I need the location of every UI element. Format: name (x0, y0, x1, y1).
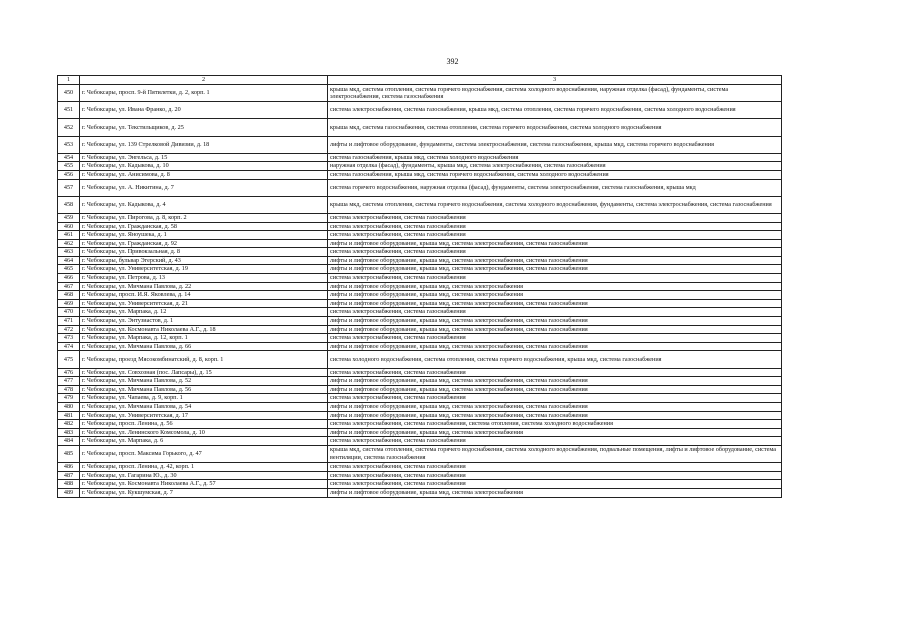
row-number-cell: 467 (58, 282, 80, 291)
address-cell: г. Чебоксары, просп. Максима Горького, д. 47 (80, 445, 328, 462)
works-cell: система электроснабжения, система газоснабжения (328, 334, 782, 343)
table-row (58, 480, 782, 489)
address-cell: г. Чебоксары, ул. Текстильщиков, д. 25 (80, 119, 328, 136)
works-cell: система электроснабжения, система газоснабжения (328, 437, 782, 446)
table-row (58, 411, 782, 420)
table-row (58, 377, 782, 386)
table-row (58, 394, 782, 403)
table-row (58, 334, 782, 343)
row-number-cell: 469 (58, 299, 80, 308)
address-cell: г. Чебоксары, ул. Энтузиастов, д. 1 (80, 317, 328, 326)
works-cell: система электроснабжения, система газоснабжения (328, 222, 782, 231)
table-row (58, 325, 782, 334)
row-number-cell: 462 (58, 239, 80, 248)
address-cell: г. Чебоксары, ул. Ленинского Комсомола, д. 10 (80, 428, 328, 437)
address-cell: г. Чебоксары, ул. Петрова, д. 13 (80, 274, 328, 283)
address-cell: г. Чебоксары, бульвар Эгерский, д. 43 (80, 256, 328, 265)
address-cell: г. Чебоксары, просп. Ленина, д. 56 (80, 420, 328, 429)
table-row (58, 231, 782, 240)
works-cell: наружная отделка (фасад), фундаменты, крыша мкд, система электроснабжения, система газоснабжения (328, 162, 782, 171)
row-number-cell: 488 (58, 480, 80, 489)
row-number-cell: 473 (58, 334, 80, 343)
row-number-cell: 461 (58, 231, 80, 240)
works-cell: система электроснабжения, система газоснабжения (328, 394, 782, 403)
works-cell: система горячего водоснабжения, наружная отделка (фасад), фундаменты, система электроснабжения, система газоснабжения, крыша мкд (328, 179, 782, 196)
address-cell: г. Чебоксары, ул. Мичмана Павлова, д. 56 (80, 385, 328, 394)
table-row (58, 385, 782, 394)
works-cell: лифты и лифтовое оборудование, крыша мкд, система электроснабжения (328, 488, 782, 497)
row-number-cell: 453 (58, 136, 80, 153)
address-cell: г. Чебоксары, ул. Мичмана Павлова, д. 54 (80, 402, 328, 411)
works-cell: система электроснабжения, система газоснабжения, система отопления, система холодного водоснабжения (328, 420, 782, 429)
row-number-cell: 483 (58, 428, 80, 437)
table-row (58, 102, 782, 119)
address-cell: г. Чебоксары, ул. Гагарина Ю., д. 30 (80, 471, 328, 480)
address-cell: г. Чебоксары, ул. Чапаева, д. 9, корп. 1 (80, 394, 328, 403)
row-number-cell: 458 (58, 196, 80, 213)
table-row (58, 222, 782, 231)
address-cell: г. Чебоксары, ул. Университетская, д. 19 (80, 265, 328, 274)
table-row (58, 162, 782, 171)
works-cell: крыша мкд, система отопления, система горячего водоснабжения, система холодного водоснабжения, подвальные помещения, лифты и лифтовое оборудование, система вентиляции, система газоснабжения (328, 445, 782, 462)
header-cell-number: 1 (58, 76, 80, 85)
address-cell: г. Чебоксары, ул. Яноушека, д. 1 (80, 231, 328, 240)
table-row (58, 136, 782, 153)
row-number-cell: 472 (58, 325, 80, 334)
row-number-cell: 486 (58, 463, 80, 472)
table-row (58, 488, 782, 497)
table-header-row (58, 76, 782, 85)
table-row (58, 282, 782, 291)
works-cell: лифты и лифтовое оборудование, крыша мкд, система электроснабжения, система газоснабжения (328, 342, 782, 351)
works-cell: система электроснабжения, система газоснабжения (328, 308, 782, 317)
works-cell: система электроснабжения, система газоснабжения (328, 368, 782, 377)
works-cell: крыша мкд, система газоснабжения, система отопления, система горячего водоснабжения, система холодного водоснабжения (328, 119, 782, 136)
row-number-cell: 482 (58, 420, 80, 429)
row-number-cell: 456 (58, 170, 80, 179)
address-cell: г. Чебоксары, просп. 9-й Пятилетки, д. 2, корп. 1 (80, 85, 328, 102)
address-cell: г. Чебоксары, ул. Университетская, д. 21 (80, 299, 328, 308)
row-number-cell: 476 (58, 368, 80, 377)
row-number-cell: 451 (58, 102, 80, 119)
row-number-cell: 475 (58, 351, 80, 368)
works-cell: система электроснабжения, система газоснабжения (328, 213, 782, 222)
table-row (58, 274, 782, 283)
works-cell: крыша мкд, система отопления, система горячего водоснабжения, система холодного водоснабжения, фундаменты, система электроснабжения, система газоснабжения (328, 196, 782, 213)
row-number-cell: 477 (58, 377, 80, 386)
row-number-cell: 484 (58, 437, 80, 446)
page-number: 392 (446, 57, 459, 66)
table-row (58, 445, 782, 462)
row-number-cell: 479 (58, 394, 80, 403)
table-row (58, 463, 782, 472)
address-cell: г. Чебоксары, ул. Космонавта Николаева А.Г., д. 57 (80, 480, 328, 489)
table-row (58, 291, 782, 300)
header-cell-address: 2 (80, 76, 328, 85)
address-cell: г. Чебоксары, ул. Гражданская, д. 58 (80, 222, 328, 231)
data-table (57, 75, 782, 498)
works-cell: система электроснабжения, система газоснабжения (328, 231, 782, 240)
table-row (58, 153, 782, 162)
row-number-cell: 487 (58, 471, 80, 480)
address-cell: г. Чебоксары, ул. Кадыкова, д. 4 (80, 196, 328, 213)
row-number-cell: 471 (58, 317, 80, 326)
table-row (58, 351, 782, 368)
address-cell: г. Чебоксары, ул. Марпака, д. 12 (80, 308, 328, 317)
address-cell: г. Чебоксары, ул. Космонавта Николаева А.Г., д. 18 (80, 325, 328, 334)
table-row (58, 308, 782, 317)
table-row (58, 437, 782, 446)
table-row (58, 179, 782, 196)
address-cell: г. Чебоксары, ул. Кукшумская, д. 7 (80, 488, 328, 497)
row-number-cell: 468 (58, 291, 80, 300)
address-cell: г. Чебоксары, просп. И.Я. Яковлева, д. 14 (80, 291, 328, 300)
works-cell: лифты и лифтовое оборудование, крыша мкд, система электроснабжения, система газоснабжения (328, 239, 782, 248)
header-cell-works: 3 (328, 76, 782, 85)
works-cell: лифты и лифтовое оборудование, крыша мкд, система электроснабжения (328, 282, 782, 291)
row-number-cell: 452 (58, 119, 80, 136)
works-cell: система электроснабжения, система газоснабжения (328, 274, 782, 283)
row-number-cell: 460 (58, 222, 80, 231)
works-cell: лифты и лифтовое оборудование, крыша мкд, система электроснабжения, система газоснабжения (328, 325, 782, 334)
address-cell: г. Чебоксары, ул. Марпака, д. 6 (80, 437, 328, 446)
row-number-cell: 466 (58, 274, 80, 283)
table-row (58, 248, 782, 257)
works-cell: лифты и лифтовое оборудование, крыша мкд, система электроснабжения, система газоснабжения (328, 265, 782, 274)
address-cell: г. Чебоксары, ул. Мичмана Павлова, д. 66 (80, 342, 328, 351)
row-number-cell: 470 (58, 308, 80, 317)
row-number-cell: 450 (58, 85, 80, 102)
row-number-cell: 480 (58, 402, 80, 411)
row-number-cell: 464 (58, 256, 80, 265)
works-cell: лифты и лифтовое оборудование, крыша мкд, система электроснабжения, система газоснабжения (328, 402, 782, 411)
works-cell: система холодного водоснабжения, система отопления, система горячего водоснабжения, крыша мкд, система газоснабжения (328, 351, 782, 368)
table-row (58, 420, 782, 429)
address-cell: г. Чебоксары, ул. Мичмана Павлова, д. 22 (80, 282, 328, 291)
row-number-cell: 478 (58, 385, 80, 394)
table-row (58, 471, 782, 480)
row-number-cell: 454 (58, 153, 80, 162)
works-cell: система электроснабжения, система газоснабжения, крыша мкд, система отопления, система горячего водоснабжения, система холодного водоснабжения (328, 102, 782, 119)
works-cell: лифты и лифтовое оборудование, крыша мкд, система электроснабжения, система газоснабжения (328, 385, 782, 394)
works-cell: система электроснабжения, система газоснабжения (328, 463, 782, 472)
table-row (58, 317, 782, 326)
address-cell: г. Чебоксары, ул. Привокзальная, д. 8 (80, 248, 328, 257)
table-row (58, 256, 782, 265)
works-cell: система газоснабжения, крыша мкд, система холодного водоснабжения (328, 153, 782, 162)
table-body (58, 76, 782, 498)
address-cell: г. Чебоксары, ул. Совхозная (пос. Лапсары), д. 15 (80, 368, 328, 377)
address-cell: г. Чебоксары, ул. Ивана Франко, д. 20 (80, 102, 328, 119)
table-row (58, 196, 782, 213)
works-cell: лифты и лифтовое оборудование, крыша мкд, система электроснабжения, система газоснабжения (328, 377, 782, 386)
table-row (58, 299, 782, 308)
table-row (58, 239, 782, 248)
table-row (58, 342, 782, 351)
row-number-cell: 459 (58, 213, 80, 222)
works-cell: лифты и лифтовое оборудование, фундаменты, система электроснабжения, система газоснабжения, крыша мкд, система горячего водоснабжения (328, 136, 782, 153)
table-row (58, 119, 782, 136)
works-cell: лифты и лифтовое оборудование, крыша мкд, система электроснабжения, система газоснабжения (328, 411, 782, 420)
table-row (58, 265, 782, 274)
works-cell: лифты и лифтовое оборудование, крыша мкд, система электроснабжения, система газоснабжения (328, 256, 782, 265)
address-cell: г. Чебоксары, ул. Мичмана Павлова, д. 52 (80, 377, 328, 386)
row-number-cell: 463 (58, 248, 80, 257)
table-row (58, 402, 782, 411)
works-cell: система электроснабжения, система газоснабжения (328, 480, 782, 489)
works-cell: лифты и лифтовое оборудование, крыша мкд, система электроснабжения (328, 291, 782, 300)
works-cell: лифты и лифтовое оборудование, крыша мкд, система электроснабжения, система газоснабжения (328, 299, 782, 308)
address-cell: г. Чебоксары, ул. Пирогова, д. 8, корп. 2 (80, 213, 328, 222)
row-number-cell: 465 (58, 265, 80, 274)
table-row (58, 213, 782, 222)
table-row (58, 368, 782, 377)
works-cell: система электроснабжения, система газоснабжения (328, 248, 782, 257)
address-cell: г. Чебоксары, ул. Анисимова, д. 8 (80, 170, 328, 179)
works-cell: крыша мкд, система отопления, система горячего водоснабжения, система холодного водоснабжения, наружная отделка (фасад), фундаменты, система электроснабжения, система газоснабжения (328, 85, 782, 102)
row-number-cell: 455 (58, 162, 80, 171)
address-cell: г. Чебоксары, ул. Университетская, д. 17 (80, 411, 328, 420)
address-cell: г. Чебоксары, ул. Гражданская, д. 92 (80, 239, 328, 248)
row-number-cell: 485 (58, 445, 80, 462)
address-cell: г. Чебоксары, ул. 139 Стрелковой Дивизии, д. 18 (80, 136, 328, 153)
address-cell: г. Чебоксары, ул. А. Никитина, д. 7 (80, 179, 328, 196)
works-cell: лифты и лифтовое оборудование, крыша мкд, система электроснабжения, система газоснабжения (328, 317, 782, 326)
address-cell: г. Чебоксары, ул. Энгельса, д. 15 (80, 153, 328, 162)
row-number-cell: 457 (58, 179, 80, 196)
table-row (58, 85, 782, 102)
address-cell: г. Чебоксары, проезд Мясокомбинатский, д. 8, корп. 1 (80, 351, 328, 368)
works-cell: система электроснабжения, система газоснабжения (328, 471, 782, 480)
row-number-cell: 489 (58, 488, 80, 497)
address-cell: г. Чебоксары, ул. Кадыкова, д. 10 (80, 162, 328, 171)
table-row (58, 428, 782, 437)
table-row (58, 170, 782, 179)
works-cell: система газоснабжения, крыша мкд, система горячего водоснабжения, система холодного водоснабжения (328, 170, 782, 179)
address-cell: г. Чебоксары, ул. Марпака, д. 12, корп. 1 (80, 334, 328, 343)
row-number-cell: 474 (58, 342, 80, 351)
works-cell: лифты и лифтовое оборудование, крыша мкд, система электроснабжения (328, 428, 782, 437)
address-cell: г. Чебоксары, просп. Ленина, д. 42, корп. 1 (80, 463, 328, 472)
row-number-cell: 481 (58, 411, 80, 420)
